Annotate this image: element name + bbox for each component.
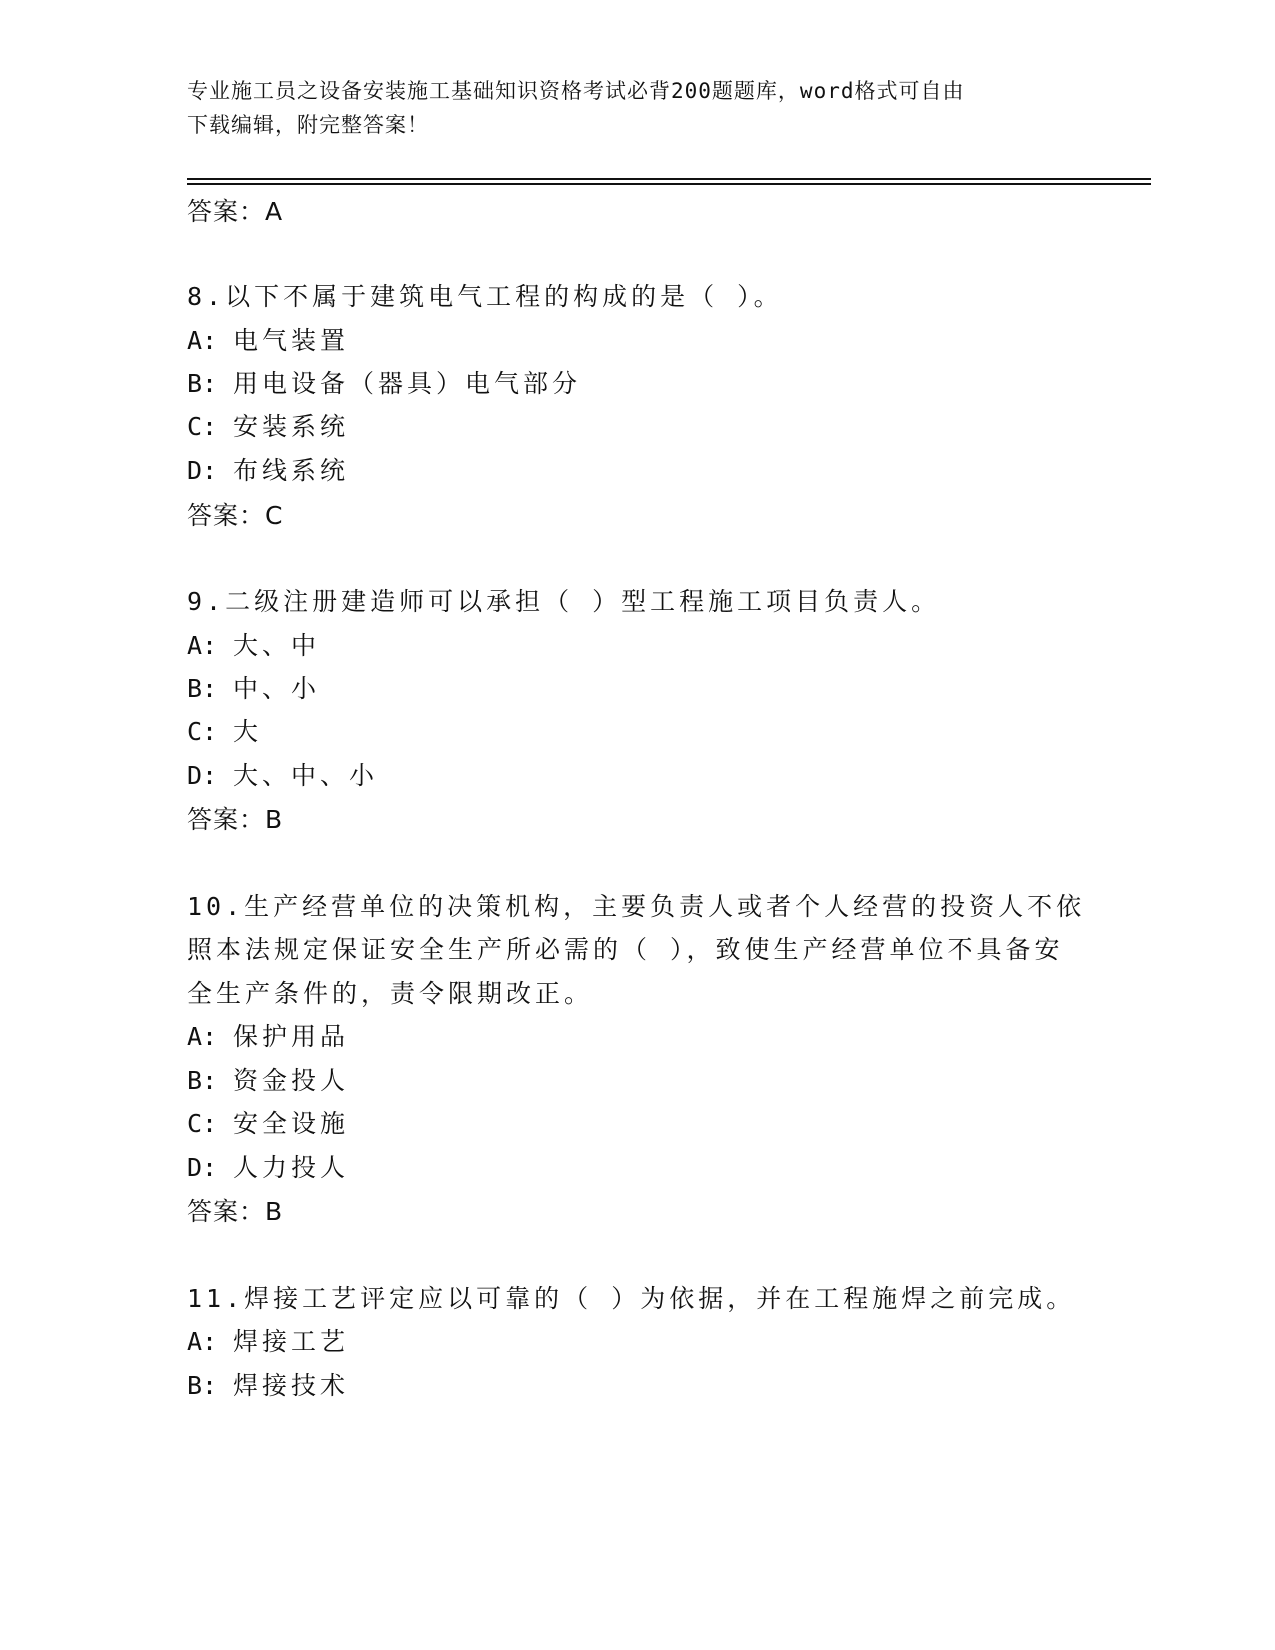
answer-label: 答案：: [187, 805, 266, 834]
option-text: 用电设备（器具）电气部分: [233, 369, 582, 398]
option-text: 布线系统: [233, 456, 350, 485]
option-text: 人力投人: [233, 1153, 350, 1182]
option-text: 大、中、小: [233, 761, 379, 790]
option-letter: A:: [187, 1022, 218, 1051]
question-stem-line-1: 10.生产经营单位的决策机构，主要负责人或者个人经营的投资人不依: [187, 892, 1086, 921]
option-c: [187, 1104, 349, 1140]
option-a: [187, 1322, 349, 1358]
option-text: 安全设施: [233, 1109, 350, 1138]
header-divider-bottom: [187, 183, 1151, 185]
option-text: 保护用品: [233, 1022, 350, 1051]
option-d: [187, 756, 378, 792]
option-letter: A:: [187, 1327, 218, 1356]
document-header: [187, 74, 1067, 142]
option-text: 电气装置: [233, 326, 350, 355]
header-line-2: 下载编辑，附完整答案！: [187, 113, 429, 137]
option-letter: B:: [187, 1066, 218, 1095]
answer-label: 答案：: [187, 501, 266, 530]
answer-q7: [187, 192, 283, 228]
option-b: [187, 1366, 349, 1402]
option-letter: D:: [187, 456, 218, 485]
option-letter: A:: [187, 631, 218, 660]
question-stem: 8.以下不属于建筑电气工程的构成的是（ ）。: [187, 282, 783, 311]
option-text: 焊接技术: [233, 1371, 350, 1400]
option-a: [187, 626, 320, 662]
option-a: [187, 1017, 349, 1053]
option-text: 焊接工艺: [233, 1327, 350, 1356]
answer-value: A: [265, 197, 284, 226]
question-stem: 11.焊接工艺评定应以可靠的（ ）为依据，并在工程施焊之前完成。: [187, 1284, 1076, 1313]
header-divider-top: [187, 178, 1151, 180]
option-c: [187, 712, 262, 748]
answer-q10: [187, 1192, 283, 1228]
option-c: [187, 407, 349, 443]
option-letter: D:: [187, 761, 218, 790]
option-letter: D:: [187, 1153, 218, 1182]
option-d: [187, 1148, 349, 1184]
answer-q8: [187, 496, 283, 532]
answer-label: 答案：: [187, 197, 266, 226]
option-text: 大、中: [233, 631, 321, 660]
option-a: [187, 321, 349, 357]
answer-value: C: [265, 501, 284, 530]
option-text: 安装系统: [233, 412, 350, 441]
option-text: 资金投人: [233, 1066, 350, 1095]
header-line-1: 专业施工员之设备安装施工基础知识资格考试必背200题题库，word格式可自由: [187, 79, 965, 103]
option-text: 大: [233, 717, 263, 746]
option-letter: C:: [187, 412, 218, 441]
option-letter: A:: [187, 326, 218, 355]
question-stem: 9.二级注册建造师可以承担（ ）型工程施工项目负责人。: [187, 587, 941, 616]
answer-label: 答案：: [187, 1197, 266, 1226]
answer-q9: [187, 800, 283, 836]
option-d: [187, 451, 349, 487]
answer-value: B: [265, 1197, 284, 1226]
option-letter: C:: [187, 1109, 218, 1138]
option-b: [187, 1061, 349, 1097]
option-letter: B:: [187, 1371, 218, 1400]
question-stem-line-3: 全生产条件的，责令限期改正。: [187, 979, 594, 1008]
option-letter: B:: [187, 674, 218, 703]
option-text: 中、小: [233, 674, 321, 703]
option-b: [187, 669, 320, 705]
option-letter: B:: [187, 369, 218, 398]
question-stem-line-2: 照本法规定保证安全生产所必需的（ ），致使生产经营单位不具备安: [187, 935, 1064, 964]
option-b: [187, 364, 581, 400]
answer-value: B: [265, 805, 284, 834]
option-letter: C:: [187, 717, 218, 746]
